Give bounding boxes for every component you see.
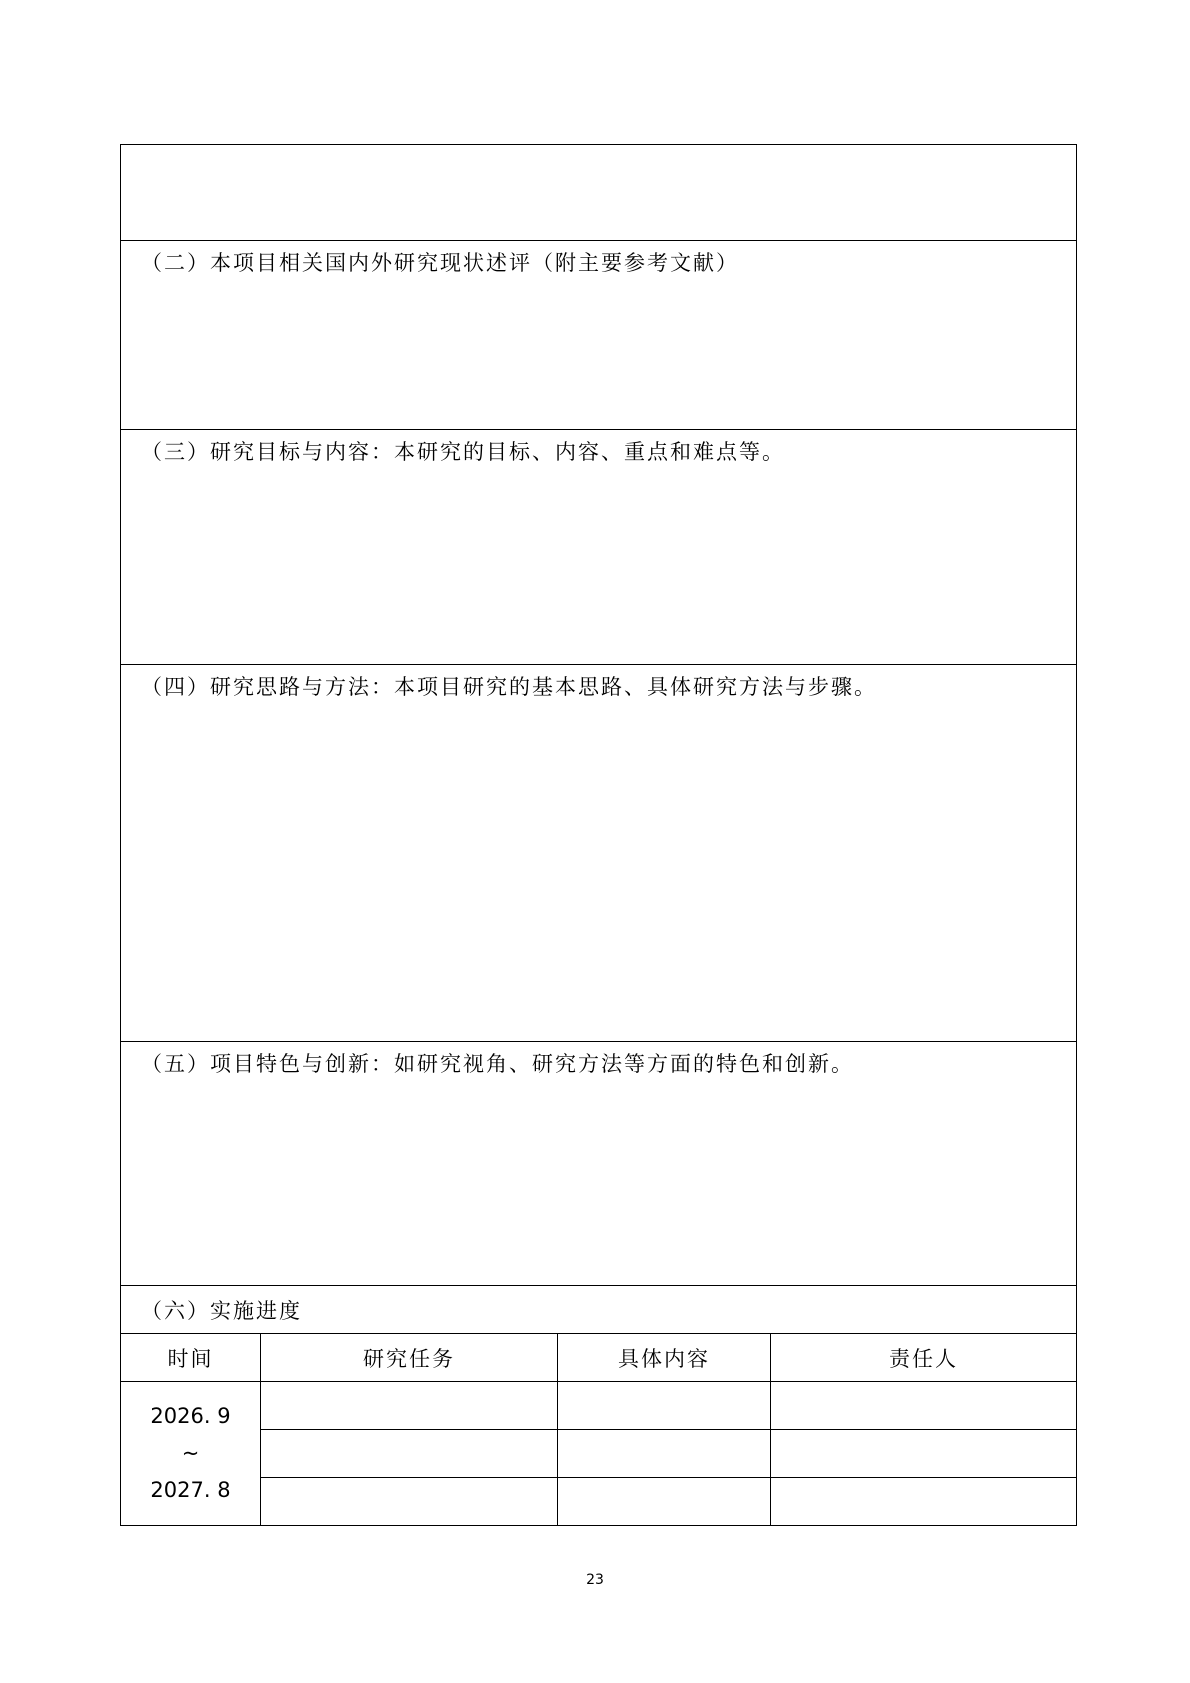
- continuation-row: [121, 145, 1077, 241]
- task-cell[interactable]: [261, 1478, 558, 1526]
- section-6-heading: （六）实施进度: [141, 1298, 302, 1323]
- task-cell[interactable]: [261, 1382, 558, 1430]
- time-end: 2027. 8: [150, 1478, 231, 1502]
- continuation-cell[interactable]: [121, 145, 1077, 241]
- time-range-cell: [121, 1382, 261, 1526]
- task-cell[interactable]: [261, 1430, 558, 1478]
- time-start: 2026. 9: [150, 1404, 231, 1428]
- section-4-row: [121, 665, 1077, 1042]
- content-cell[interactable]: [558, 1478, 771, 1526]
- section-3-heading: （三）研究目标与内容：本研究的目标、内容、重点和难点等。: [141, 440, 785, 464]
- content-cell[interactable]: [558, 1430, 771, 1478]
- section-6-row: [121, 1286, 1077, 1334]
- section-2-heading: （二）本项目相关国内外研究现状述评（附主要参考文献）: [141, 251, 739, 275]
- section-3-cell[interactable]: [121, 430, 1077, 665]
- section-4-cell[interactable]: [121, 665, 1077, 1042]
- header-time: 时间: [121, 1334, 261, 1382]
- content-cell[interactable]: [558, 1382, 771, 1430]
- section-5-cell[interactable]: [121, 1042, 1077, 1286]
- header-specific-content: 具体内容: [558, 1334, 771, 1382]
- person-cell[interactable]: [771, 1430, 1077, 1478]
- header-research-task: 研究任务: [261, 1334, 558, 1382]
- section-3-row: [121, 430, 1077, 665]
- section-2-row: [121, 241, 1077, 430]
- section-4-heading: （四）研究思路与方法：本项目研究的基本思路、具体研究方法与步骤。: [141, 675, 877, 699]
- person-cell[interactable]: [771, 1478, 1077, 1526]
- application-form-table: [120, 144, 1077, 1526]
- person-cell[interactable]: [771, 1382, 1077, 1430]
- time-separator: ~: [181, 1441, 200, 1465]
- section-6-cell: [121, 1286, 1077, 1334]
- section-5-heading: （五）项目特色与创新：如研究视角、研究方法等方面的特色和创新。: [141, 1052, 854, 1076]
- schedule-row-1: [121, 1382, 1077, 1430]
- section-5-row: [121, 1042, 1077, 1286]
- schedule-header-row: [121, 1334, 1077, 1382]
- schedule-row-3: [121, 1478, 1077, 1526]
- section-2-cell[interactable]: [121, 241, 1077, 430]
- page-number: 23: [586, 1572, 604, 1588]
- header-responsible-person: 责任人: [771, 1334, 1077, 1382]
- schedule-row-2: [121, 1430, 1077, 1478]
